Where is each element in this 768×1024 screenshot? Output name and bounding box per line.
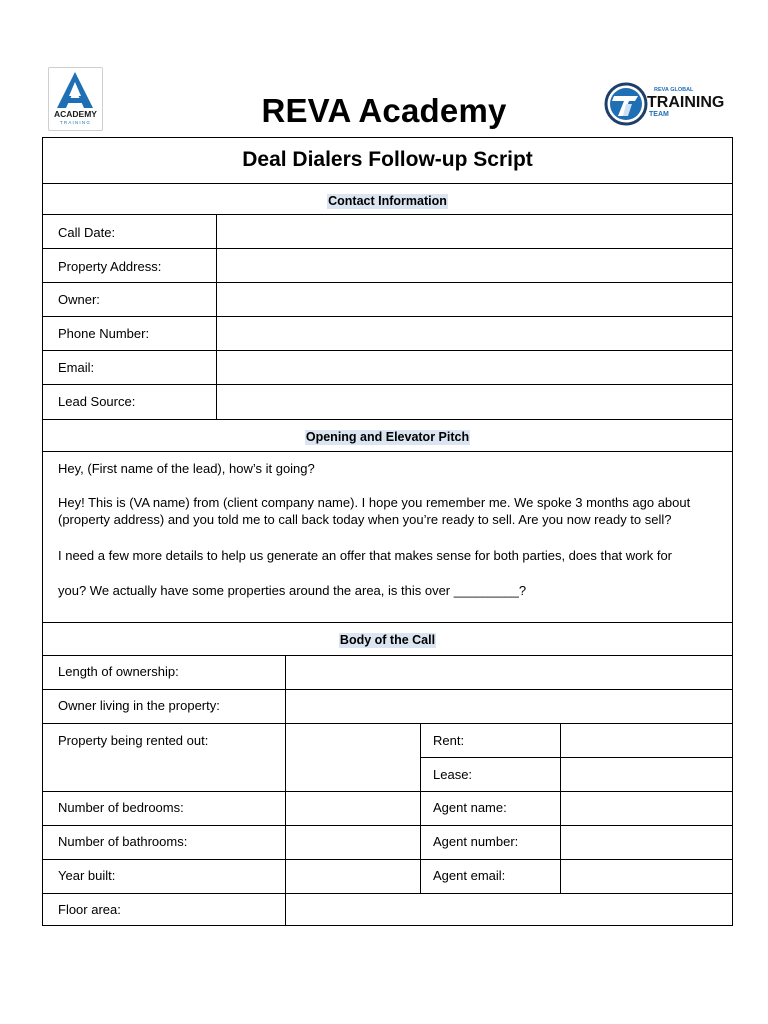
property-address-field[interactable]: [217, 249, 732, 282]
field-label-owner-living: Owner living in the property:: [58, 698, 220, 713]
owner-living-field[interactable]: [286, 690, 732, 723]
length-of-ownership-field[interactable]: [286, 656, 732, 689]
section-heading: Contact Information: [328, 194, 447, 208]
script-line-details: I need a few more details to help us generate an offer that makes sense for both parties, does that work for: [58, 548, 673, 563]
email-field[interactable]: [217, 351, 732, 384]
agent-name-field[interactable]: [561, 792, 733, 825]
form-title: Deal Dialers Follow-up Script: [242, 148, 533, 171]
agent-number-field[interactable]: [561, 826, 733, 859]
training-team-logo-icon: [604, 80, 734, 128]
logo-wordmark: TRAINING: [647, 94, 725, 111]
field-label-email: Email:: [58, 360, 95, 375]
section-body-of-the-call: [43, 631, 732, 649]
script-line-introduction: Hey! This is (VA name) from (client company name). I hope you remember me. We spoke 3 months ago about (property address) and you told me to call back today when you’re ready to sell. Are you now ready to sell?: [58, 495, 691, 527]
field-label-agent-number: Agent number:: [433, 834, 519, 849]
field-label-number-of-bedrooms: Number of bedrooms:: [58, 800, 184, 815]
section-heading: Opening and Elevator Pitch: [305, 430, 470, 444]
column-divider: [420, 723, 421, 893]
logo-small-text: REVA GLOBAL: [654, 87, 694, 93]
field-label-property-address: Property Address:: [58, 259, 162, 274]
script-line-greeting: Hey, (First name of the lead), how’s it going?: [58, 461, 315, 476]
field-label-phone-number: Phone Number:: [58, 326, 150, 341]
field-label-call-date: Call Date:: [58, 225, 116, 240]
field-label-length-of-ownership: Length of ownership:: [58, 664, 179, 679]
agent-email-field[interactable]: [561, 860, 733, 893]
divider: [43, 419, 732, 420]
field-label-lead-source: Lead Source:: [58, 394, 136, 409]
training-team-logo: [604, 80, 734, 128]
script-form: [42, 137, 733, 926]
field-label-agent-name: Agent name:: [433, 800, 507, 815]
field-label-property-rented-out: Property being rented out:: [58, 733, 209, 748]
divider: [43, 183, 732, 184]
lead-source-field[interactable]: [217, 385, 732, 419]
rent-field[interactable]: [561, 724, 733, 757]
lease-field[interactable]: [561, 758, 733, 791]
floor-area-field[interactable]: [286, 894, 732, 926]
logo-wordmark: ACADEMY: [54, 109, 97, 119]
field-label-agent-email: Agent email:: [433, 868, 506, 883]
script-line-area-question: you? We actually have some properties around the area, is this over _________?: [58, 583, 527, 598]
field-label-owner: Owner:: [58, 292, 100, 307]
section-contact-information: [43, 192, 732, 210]
call-date-field[interactable]: [217, 215, 732, 248]
field-label-lease: Lease:: [433, 767, 473, 782]
number-of-bathrooms-field[interactable]: [286, 826, 420, 859]
section-heading: Body of the Call: [339, 633, 436, 647]
field-label-rent: Rent:: [433, 733, 465, 748]
property-rented-out-field[interactable]: [286, 724, 420, 791]
divider: [43, 451, 732, 452]
field-label-year-built: Year built:: [58, 868, 116, 883]
logo-subword: TRAINING: [59, 120, 92, 125]
divider: [43, 622, 732, 623]
field-label-floor-area: Floor area:: [58, 902, 121, 917]
page-title: REVA Academy: [261, 92, 507, 129]
number-of-bedrooms-field[interactable]: [286, 792, 420, 825]
owner-field[interactable]: [217, 283, 732, 316]
field-label-number-of-bathrooms: Number of bathrooms:: [58, 834, 188, 849]
logo-subword: TEAM: [649, 111, 669, 118]
year-built-field[interactable]: [286, 860, 420, 893]
section-opening-elevator-pitch: [43, 428, 732, 446]
phone-number-field[interactable]: [217, 317, 732, 350]
